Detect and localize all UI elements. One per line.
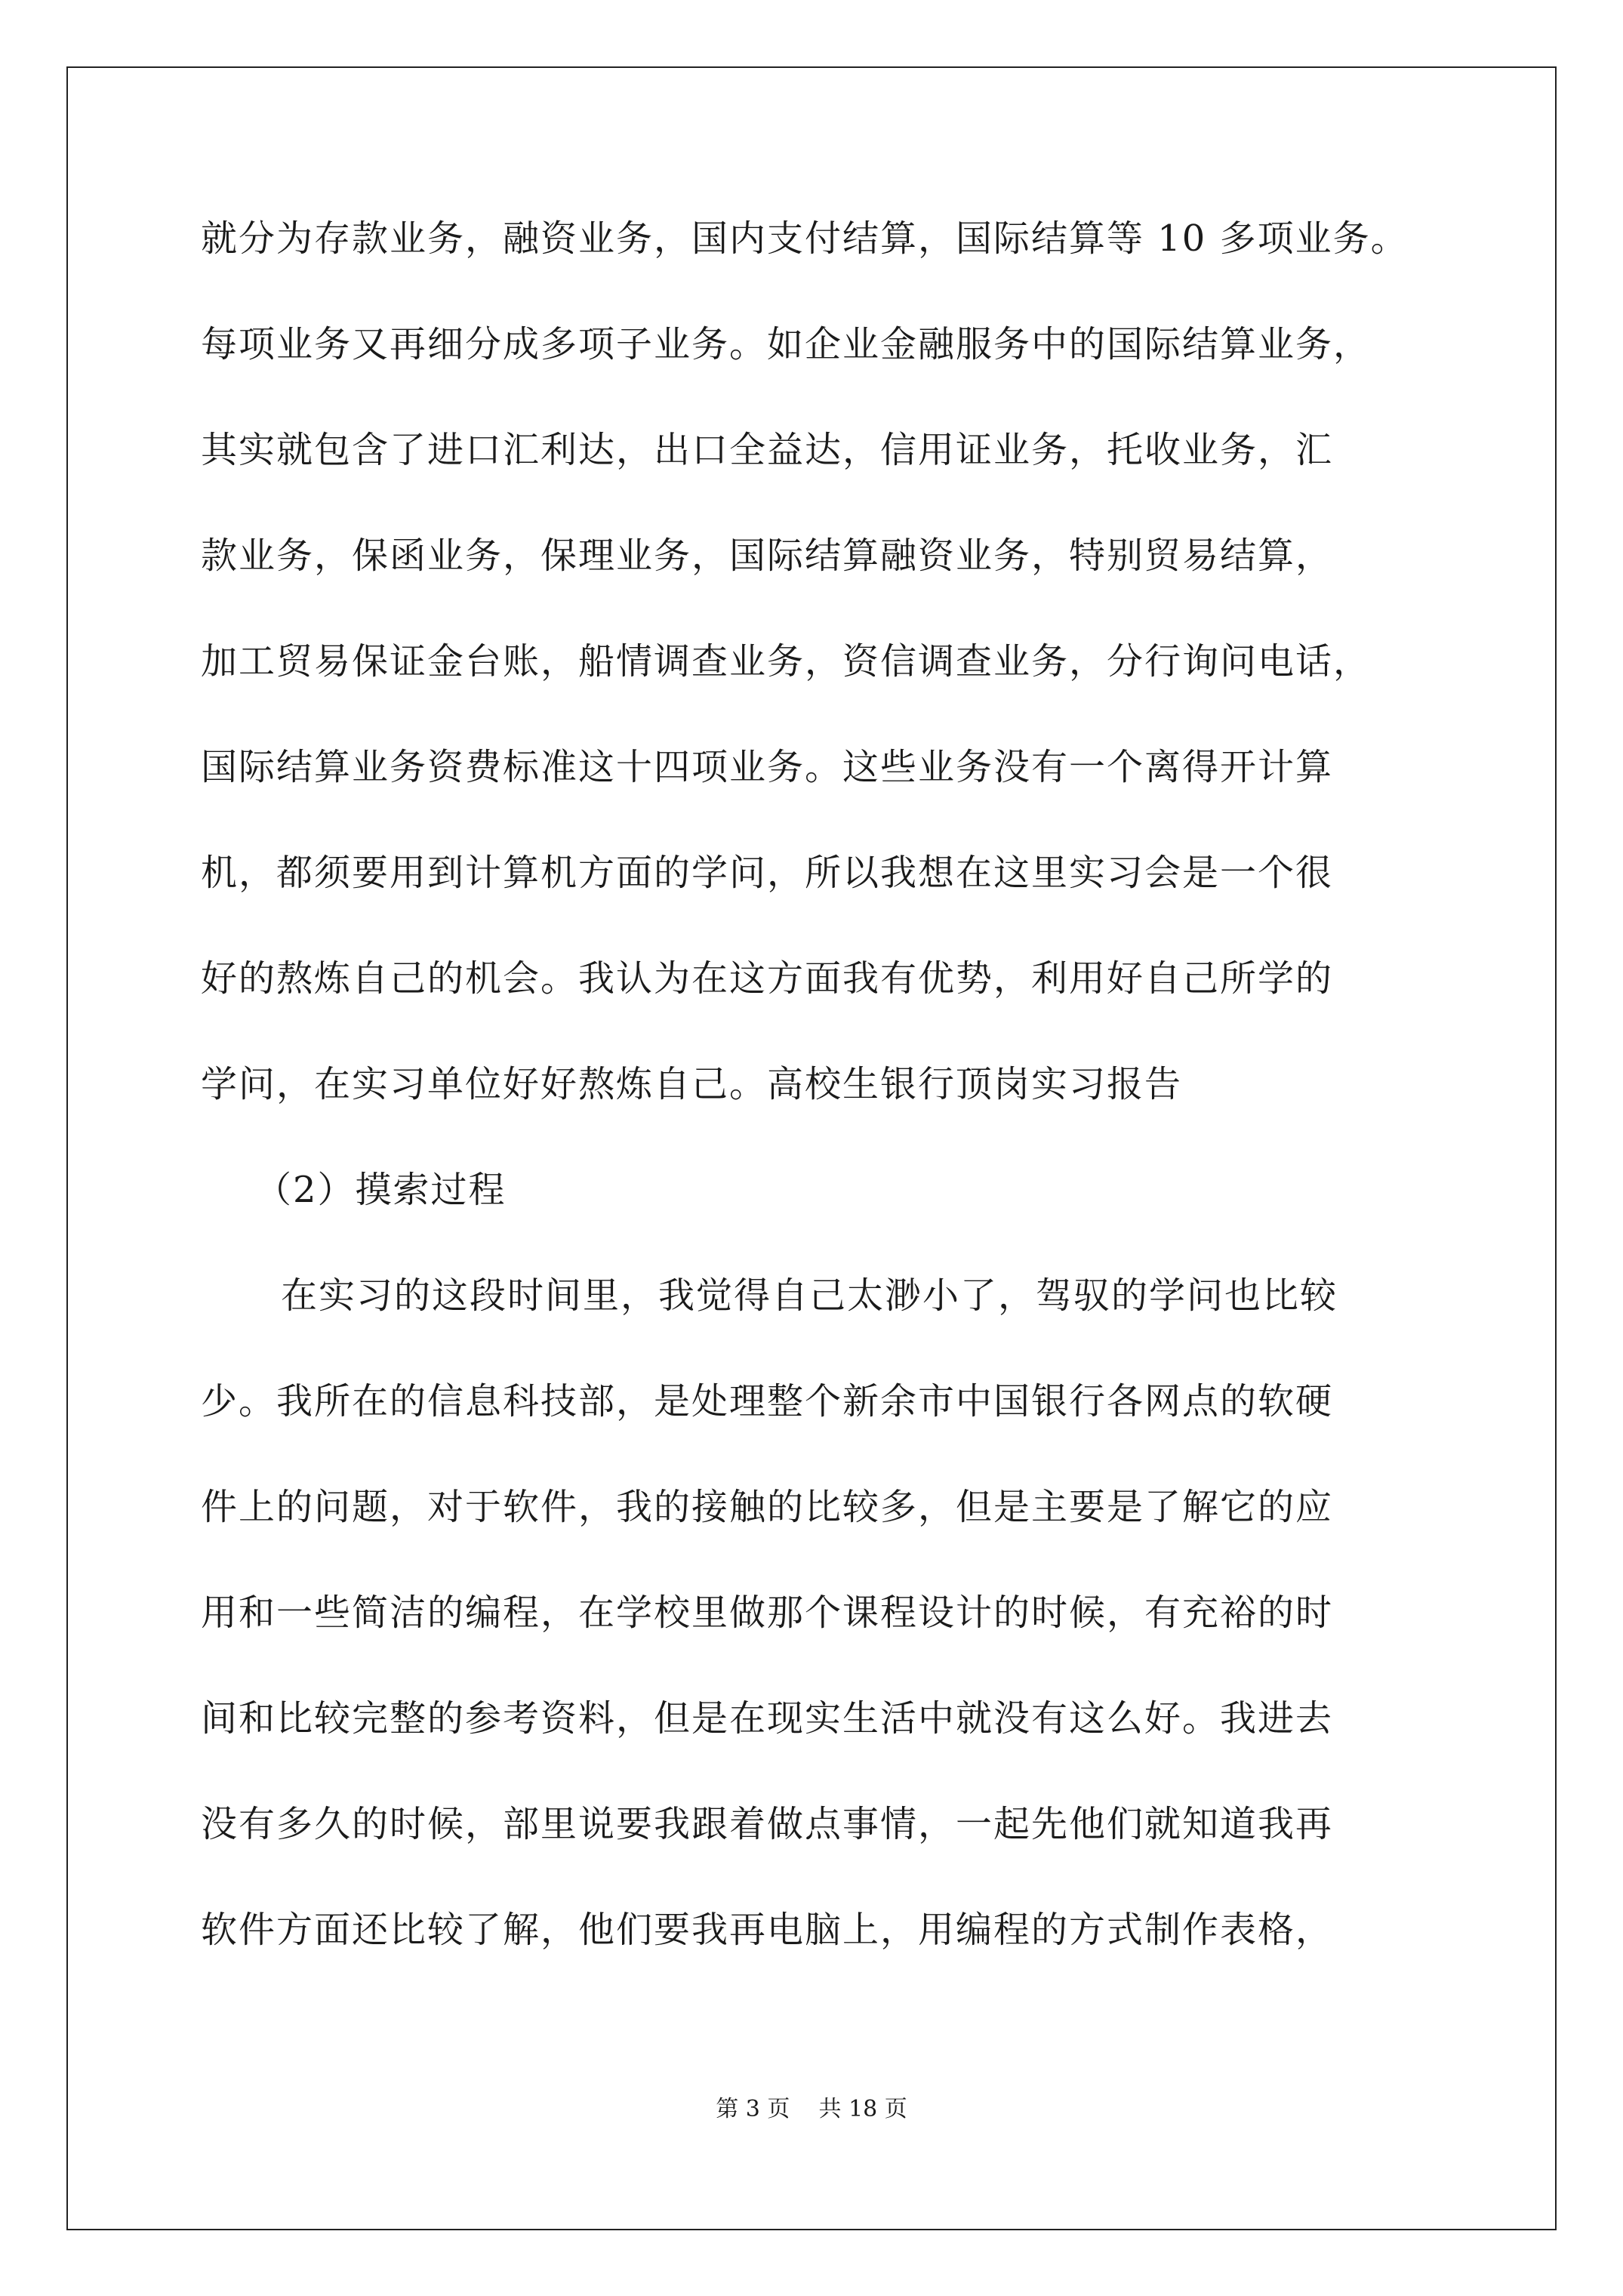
text-line: 就分为存款业务，融资业务，国内支付结算，国际结算等 10 多项业务。: [201, 217, 1409, 260]
text-line: 件上的问题，对于软件，我的接触的比较多，但是主要是了解它的应: [201, 1486, 1334, 1528]
page-footer: [0, 2094, 1623, 2125]
text-line: 少。我所在的信息科技部，是处理整个新余市中国银行各网点的软硬: [201, 1380, 1334, 1422]
total-pages: 共 18 页: [818, 2096, 907, 2122]
text-line: 机，都须要用到计算机方面的学问，所以我想在这里实习会是一个很: [201, 852, 1334, 894]
text-line: 在实习的这段时间里，我觉得自己太渺小了，驾驭的学问也比较: [281, 1274, 1338, 1317]
text-line: 好的熬炼自己的机会。我认为在这方面我有优势，利用好自己所学的: [201, 957, 1334, 1000]
text-line: 学问，在实习单位好好熬炼自己。高校生银行顶岗实习报告: [201, 1063, 1183, 1105]
text-line: 其实就包含了进口汇利达，出口全益达，信用证业务，托收业务，汇: [201, 429, 1334, 471]
text-line: 没有多久的时候，部里说要我跟着做点事情，一起先他们就知道我再: [201, 1803, 1334, 1845]
text-line: 款业务，保函业务，保理业务，国际结算融资业务，特别贸易结算，: [201, 535, 1334, 577]
text-line: 加工贸易保证金台账，船情调查业务，资信调查业务，分行询问电话，: [201, 640, 1372, 683]
text-line: 间和比较完整的参考资料，但是在现实生活中就没有这么好。我进去: [201, 1697, 1334, 1740]
text-line: 软件方面还比较了解，他们要我再电脑上，用编程的方式制作表格，: [201, 1909, 1334, 1951]
text-line: 用和一些简洁的编程，在学校里做那个课程设计的时候，有充裕的时: [201, 1592, 1334, 1634]
section-heading: （2）摸索过程: [255, 1169, 507, 1211]
page-number: 第 3 页: [716, 2096, 790, 2122]
text-line: 国际结算业务资费标准这十四项业务。这些业务没有一个离得开计算: [201, 746, 1334, 788]
page-border: [66, 66, 1557, 2230]
text-line: 每项业务又再细分成多项子业务。如企业金融服务中的国际结算业务，: [201, 323, 1372, 365]
